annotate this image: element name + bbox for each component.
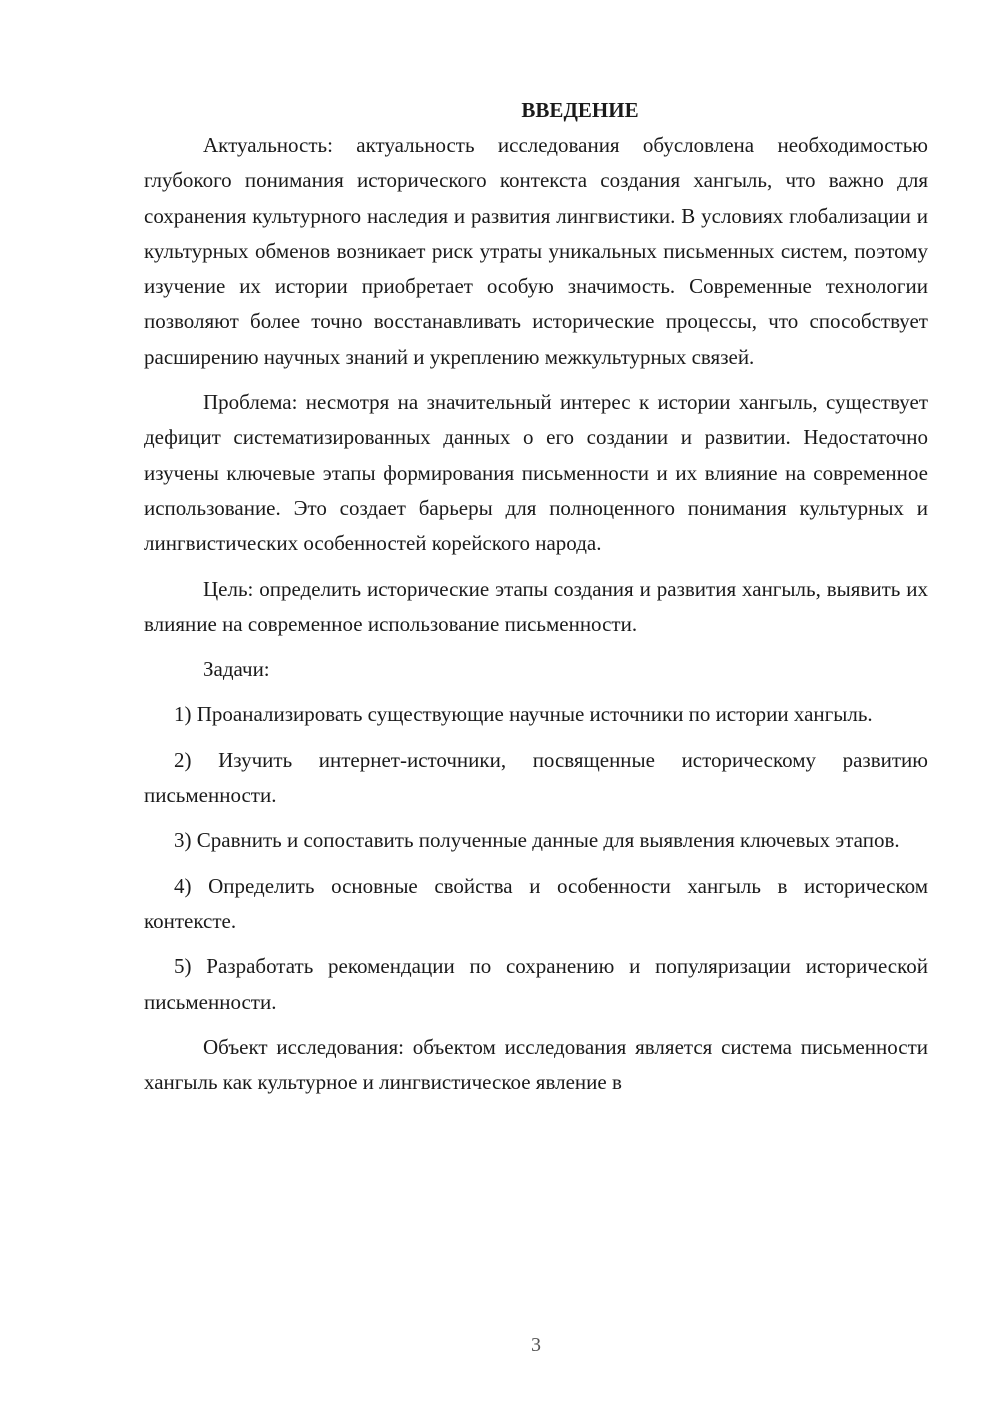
task-item: 1) Проанализировать существующие научные источники по истории хангыль. [174,702,873,727]
page-number: 3 [531,1334,541,1356]
paragraph-tasks-title: Задачи: [203,657,270,682]
task-item: 2) Изучить интернет-источники, посвященные историческому развитию письменности. [144,747,928,808]
task-item: 3) Сравнить и сопоставить полученные данные для выявления ключевых этапов. [174,828,900,853]
paragraph-object: Объект исследования: объектом исследования является система письменности хангыль как культурное и лингвистическое явление в [144,1034,928,1095]
paragraph-relevance: Актуальность: актуальность исследования обусловлена необходимостью глубокого понимания исторического контекста создания хангыль, что важно для сохранения культурного наследия и развития лингвистики. В условиях глобализации и культурных обменов возникает риск утраты уникальных письменных систем, поэтому изучение их истории приобретает особую значимость. Современные технологии позволяют более точно восстанавливать исторические процессы, что способствует расширению научных знаний и укреплению межкультурных связей. [144,133,928,369]
task-item: 5) Разработать рекомендации по сохранению и популяризации исторической письменности. [144,954,928,1014]
section-heading: ВВЕДЕНИЕ [521,98,639,122]
document-page [144,96,928,1100]
paragraph-problem: Проблема: несмотря на значительный интерес к истории хангыль, существует дефицит систематизированных данных о его создании и развитии. Недостаточно изучены ключевые этапы формирования письменности и их влияние на современное использование. Это создает барьеры для полноценного понимания культурных и лингвистических особенностей корейского народа. [144,390,928,556]
task-item: 4) Определить основные свойства и особенности хангыль в историческом контексте. [144,873,928,933]
paragraph-goal: Цель: определить исторические этапы создания и развития хангыль, выявить их влияние на современное использование письменности. [144,576,928,636]
